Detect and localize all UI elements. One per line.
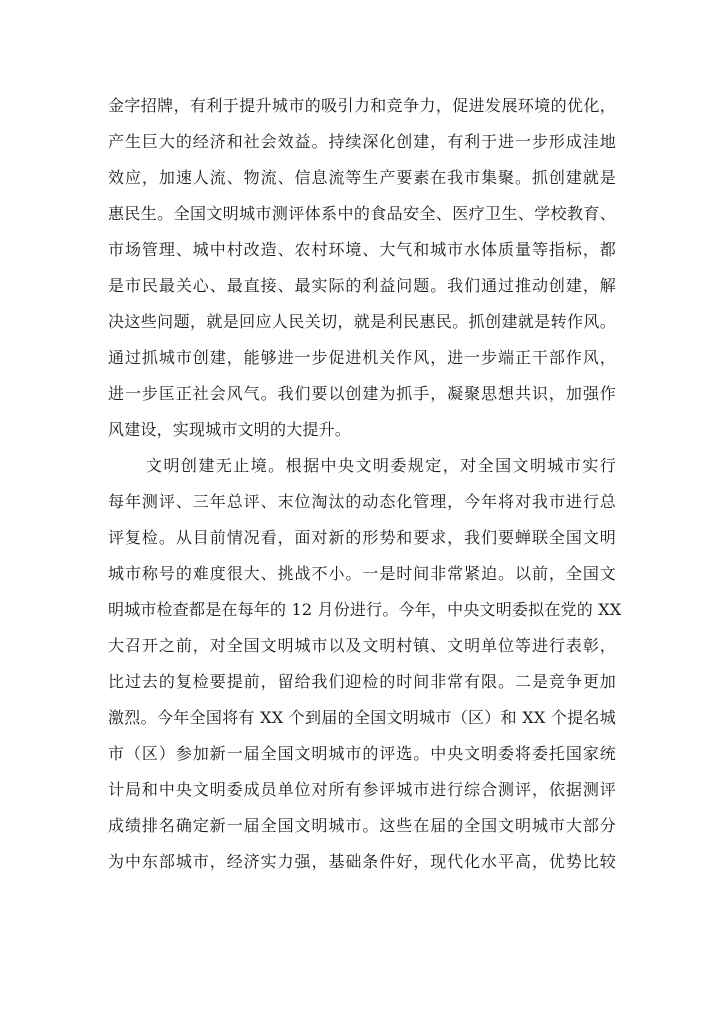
text-line: 大召开之前，对全国文明城市以及文明村镇、文明单位等进行表彰， [108, 636, 616, 655]
text-line: 效应，加速人流、物流、信息流等生产要素在我市集聚。抓创建就是 [108, 168, 616, 187]
paragraph-2 [108, 448, 622, 880]
text-line: 市（区）参加新一届全国文明城市的评选。中央文明委将委托国家统 [108, 744, 616, 763]
text-line: 每年测评、三年总评、末位淘汰的动态化管理，今年将对我市进行总 [108, 492, 616, 511]
text-line: 计局和中央文明委成员单位对所有参评城市进行综合测评，依据测评 [108, 780, 616, 799]
text-line: 市场管理、城中村改造、农村环境、大气和城市水体质量等指标，都 [108, 240, 616, 259]
text-line-indented: 文明创建无止境。根据中央文明委规定，对全国文明城市实行 [146, 456, 616, 475]
text-line: 激烈。今年全国将有 XX 个到届的全国文明城市（区）和 XX 个提名城 [108, 708, 616, 727]
text-line: 比过去的复检要提前，留给我们迎检的时间非常有限。二是竞争更加 [108, 672, 616, 691]
text-line: 城市称号的难度很大、挑战不小。一是时间非常紧迫。以前，全国文 [108, 564, 616, 583]
text-line: 金字招牌，有利于提升城市的吸引力和竞争力，促进发展环境的优化， [108, 96, 616, 115]
text-line: 通过抓城市创建，能够进一步促进机关作风，进一步端正干部作风， [108, 348, 616, 367]
text-line: 成绩排名确定新一届全国文明城市。这些在届的全国文明城市大部分 [108, 816, 616, 835]
text-line: 评复检。从目前情况看，面对新的形势和要求，我们要蝉联全国文明 [108, 528, 616, 547]
text-line: 惠民生。全国文明城市测评体系中的食品安全、医疗卫生、学校教育、 [108, 204, 616, 223]
text-line: 产生巨大的经济和社会效益。持续深化创建，有利于进一步形成洼地 [108, 132, 616, 151]
text-line: 决这些问题，就是回应人民关切，就是利民惠民。抓创建就是转作风。 [108, 312, 616, 331]
document-body [108, 88, 622, 880]
paragraph-1 [108, 88, 616, 448]
text-line: 风建设，实现城市文明的大提升。 [108, 420, 352, 439]
text-line: 为中东部城市，经济实力强，基础条件好，现代化水平高，优势比较 [108, 852, 616, 871]
text-line: 进一步匡正社会风气。我们要以创建为抓手，凝聚思想共识，加强作 [108, 384, 616, 403]
text-line: 明城市检查都是在每年的 12 月份进行。今年，中央文明委拟在党的 XX [108, 600, 622, 619]
text-line: 是市民最关心、最直接、最实际的利益问题。我们通过推动创建，解 [108, 276, 616, 295]
